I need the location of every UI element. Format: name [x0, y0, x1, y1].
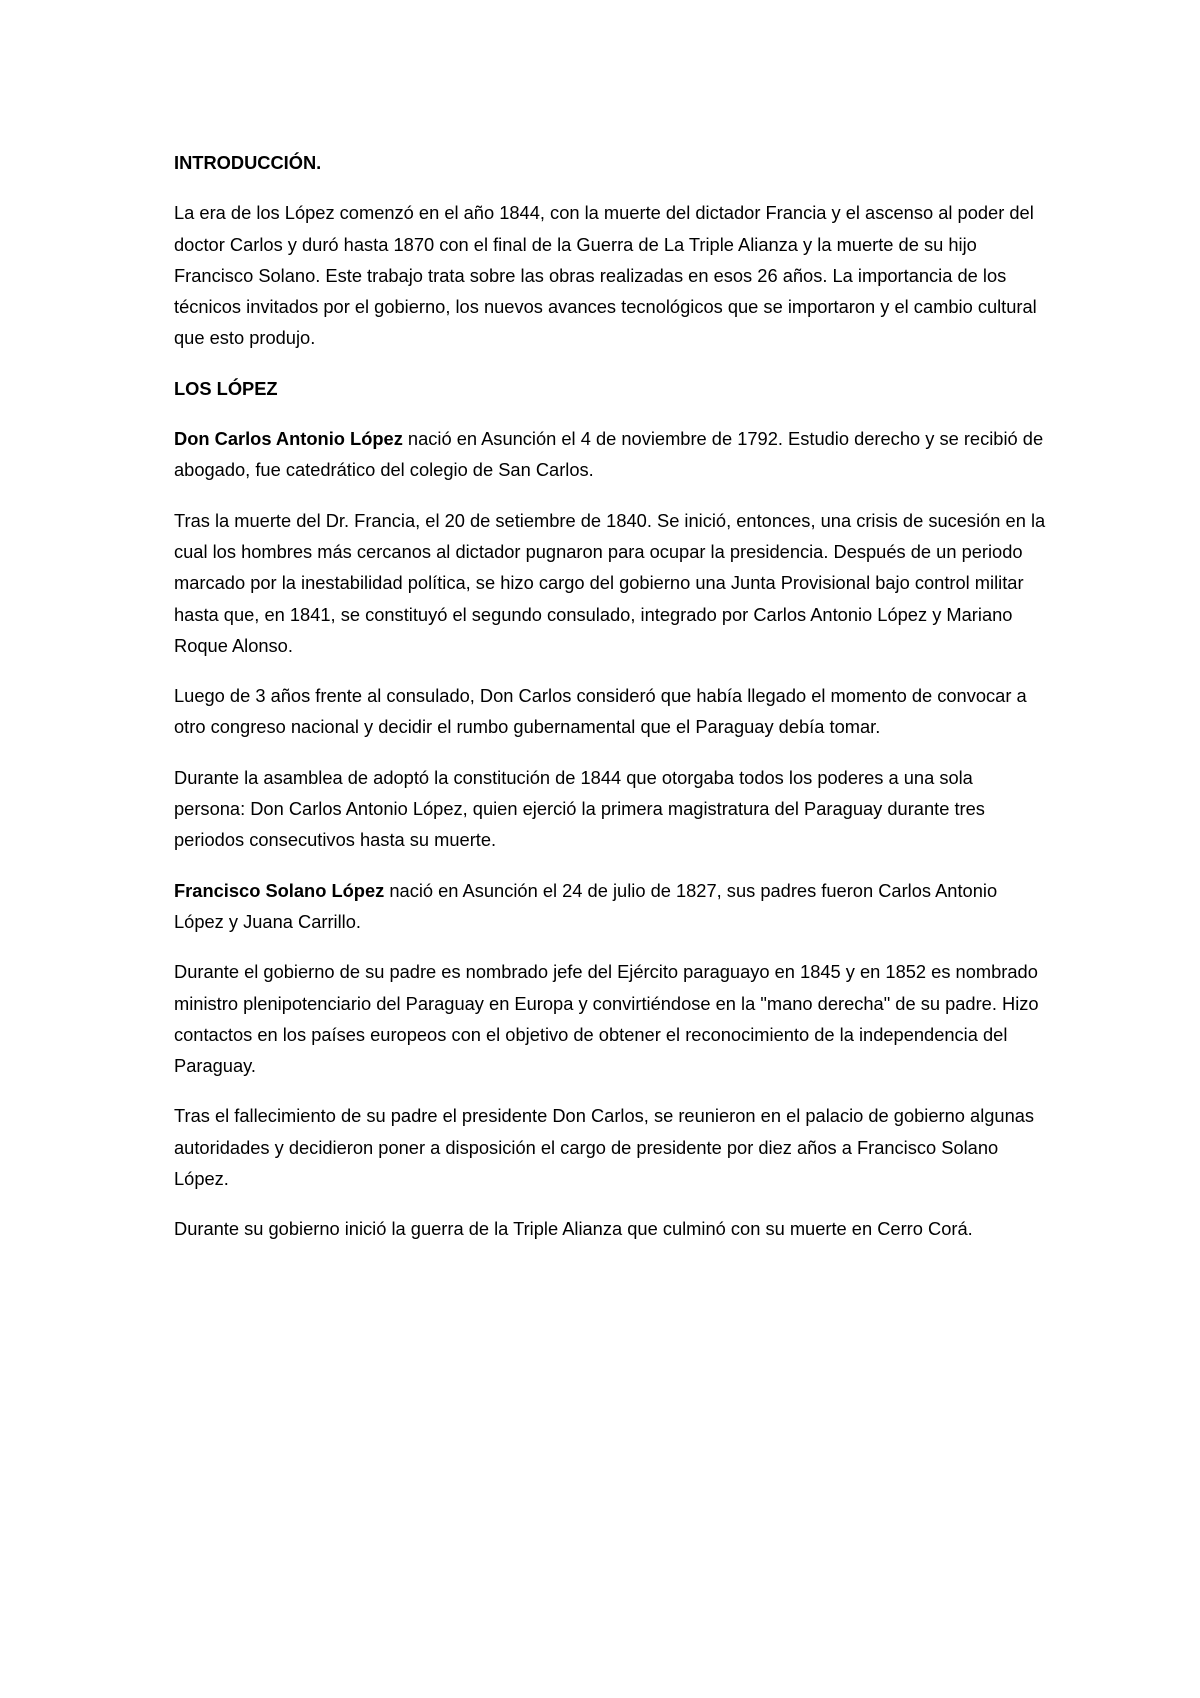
- paragraph-francisco-solano-lopez: [174, 875, 1046, 938]
- heading-introduccion: INTRODUCCIÓN.: [174, 152, 322, 173]
- paragraph-asamblea: Durante la asamblea de adoptó la constitución de 1844 que otorgaba todos los poderes a una sola persona: Don Carlos Antonio López, quien ejerció la primera magistratura del Paraguay durante tres periodos consecutivos hasta su muerte.: [174, 766, 985, 851]
- document-body: [174, 147, 1046, 1264]
- name-francisco-solano-lopez: Francisco Solano López: [174, 879, 385, 901]
- name-carlos-antonio-lopez: Don Carlos Antonio López: [174, 428, 403, 450]
- text-carlos-antonio-lopez: nació en Asunción el 4 de noviembre de 1792. Estudio derecho y se recibió de abogado, fue catedrático del colegio de San Carlos.: [174, 428, 1044, 481]
- paragraph-gobierno-padre: Durante el gobierno de su padre es nombrado jefe del Ejército paraguayo en 1845 y en 1852 es nombrado ministro plenipotenciario del Paraguay en Europa y convirtiéndose en la "mano derecha" de su padre. Hizo contactos en los países europeos con el objetivo de obtener el reconocimiento de la independencia del Paraguay.: [174, 961, 1039, 1077]
- paragraph-carlos-antonio-lopez: [174, 423, 1046, 486]
- text-francisco-solano-lopez: nació en Asunción el 24 de julio de 1827, sus padres fueron Carlos Antonio López y Juana Carrillo.: [174, 879, 998, 932]
- paragraph-muerte-francia: Tras la muerte del Dr. Francia, el 20 de setiembre de 1840. Se inició, entonces, una crisis de sucesión en la cual los hombres más cercanos al dictador pugnaron para ocupar la presidencia. Después de un periodo marcado por la inestabilidad política, se hizo cargo del gobierno una Junta Provisional bajo control militar hasta que, en 1841, se constituyó el segundo consulado, integrado por Carlos Antonio López y Mariano Roque Alonso.: [174, 509, 1046, 656]
- paragraph-guerra-triple-alianza: Durante su gobierno inició la guerra de la Triple Alianza que culminó con su muerte en Cerro Corá.: [174, 1218, 973, 1240]
- paragraph-fallecimiento: Tras el fallecimiento de su padre el presidente Don Carlos, se reunieron en el palacio de gobierno algunas autoridades y decidieron poner a disposición el cargo de presidente por diez años a Francisco Solano López.: [174, 1105, 1035, 1190]
- paragraph-introduccion: La era de los López comenzó en el año 1844, con la muerte del dictador Francia y el ascenso al poder del doctor Carlos y duró hasta 1870 con el final de la Guerra de La Triple Alianza y la muerte de su hijo Francisco Solano. Este trabajo trata sobre las obras realizadas en esos 26 años. La importancia de los técnicos invitados por el gobierno, los nuevos avances tecnológicos que se importaron y el cambio cultural que esto produjo.: [174, 202, 1037, 349]
- paragraph-consulado: Luego de 3 años frente al consulado, Don Carlos consideró que había llegado el momento de convocar a otro congreso nacional y decidir el rumbo gubernamental que el Paraguay debía tomar.: [174, 685, 1027, 738]
- heading-los-lopez: LOS LÓPEZ: [174, 377, 278, 399]
